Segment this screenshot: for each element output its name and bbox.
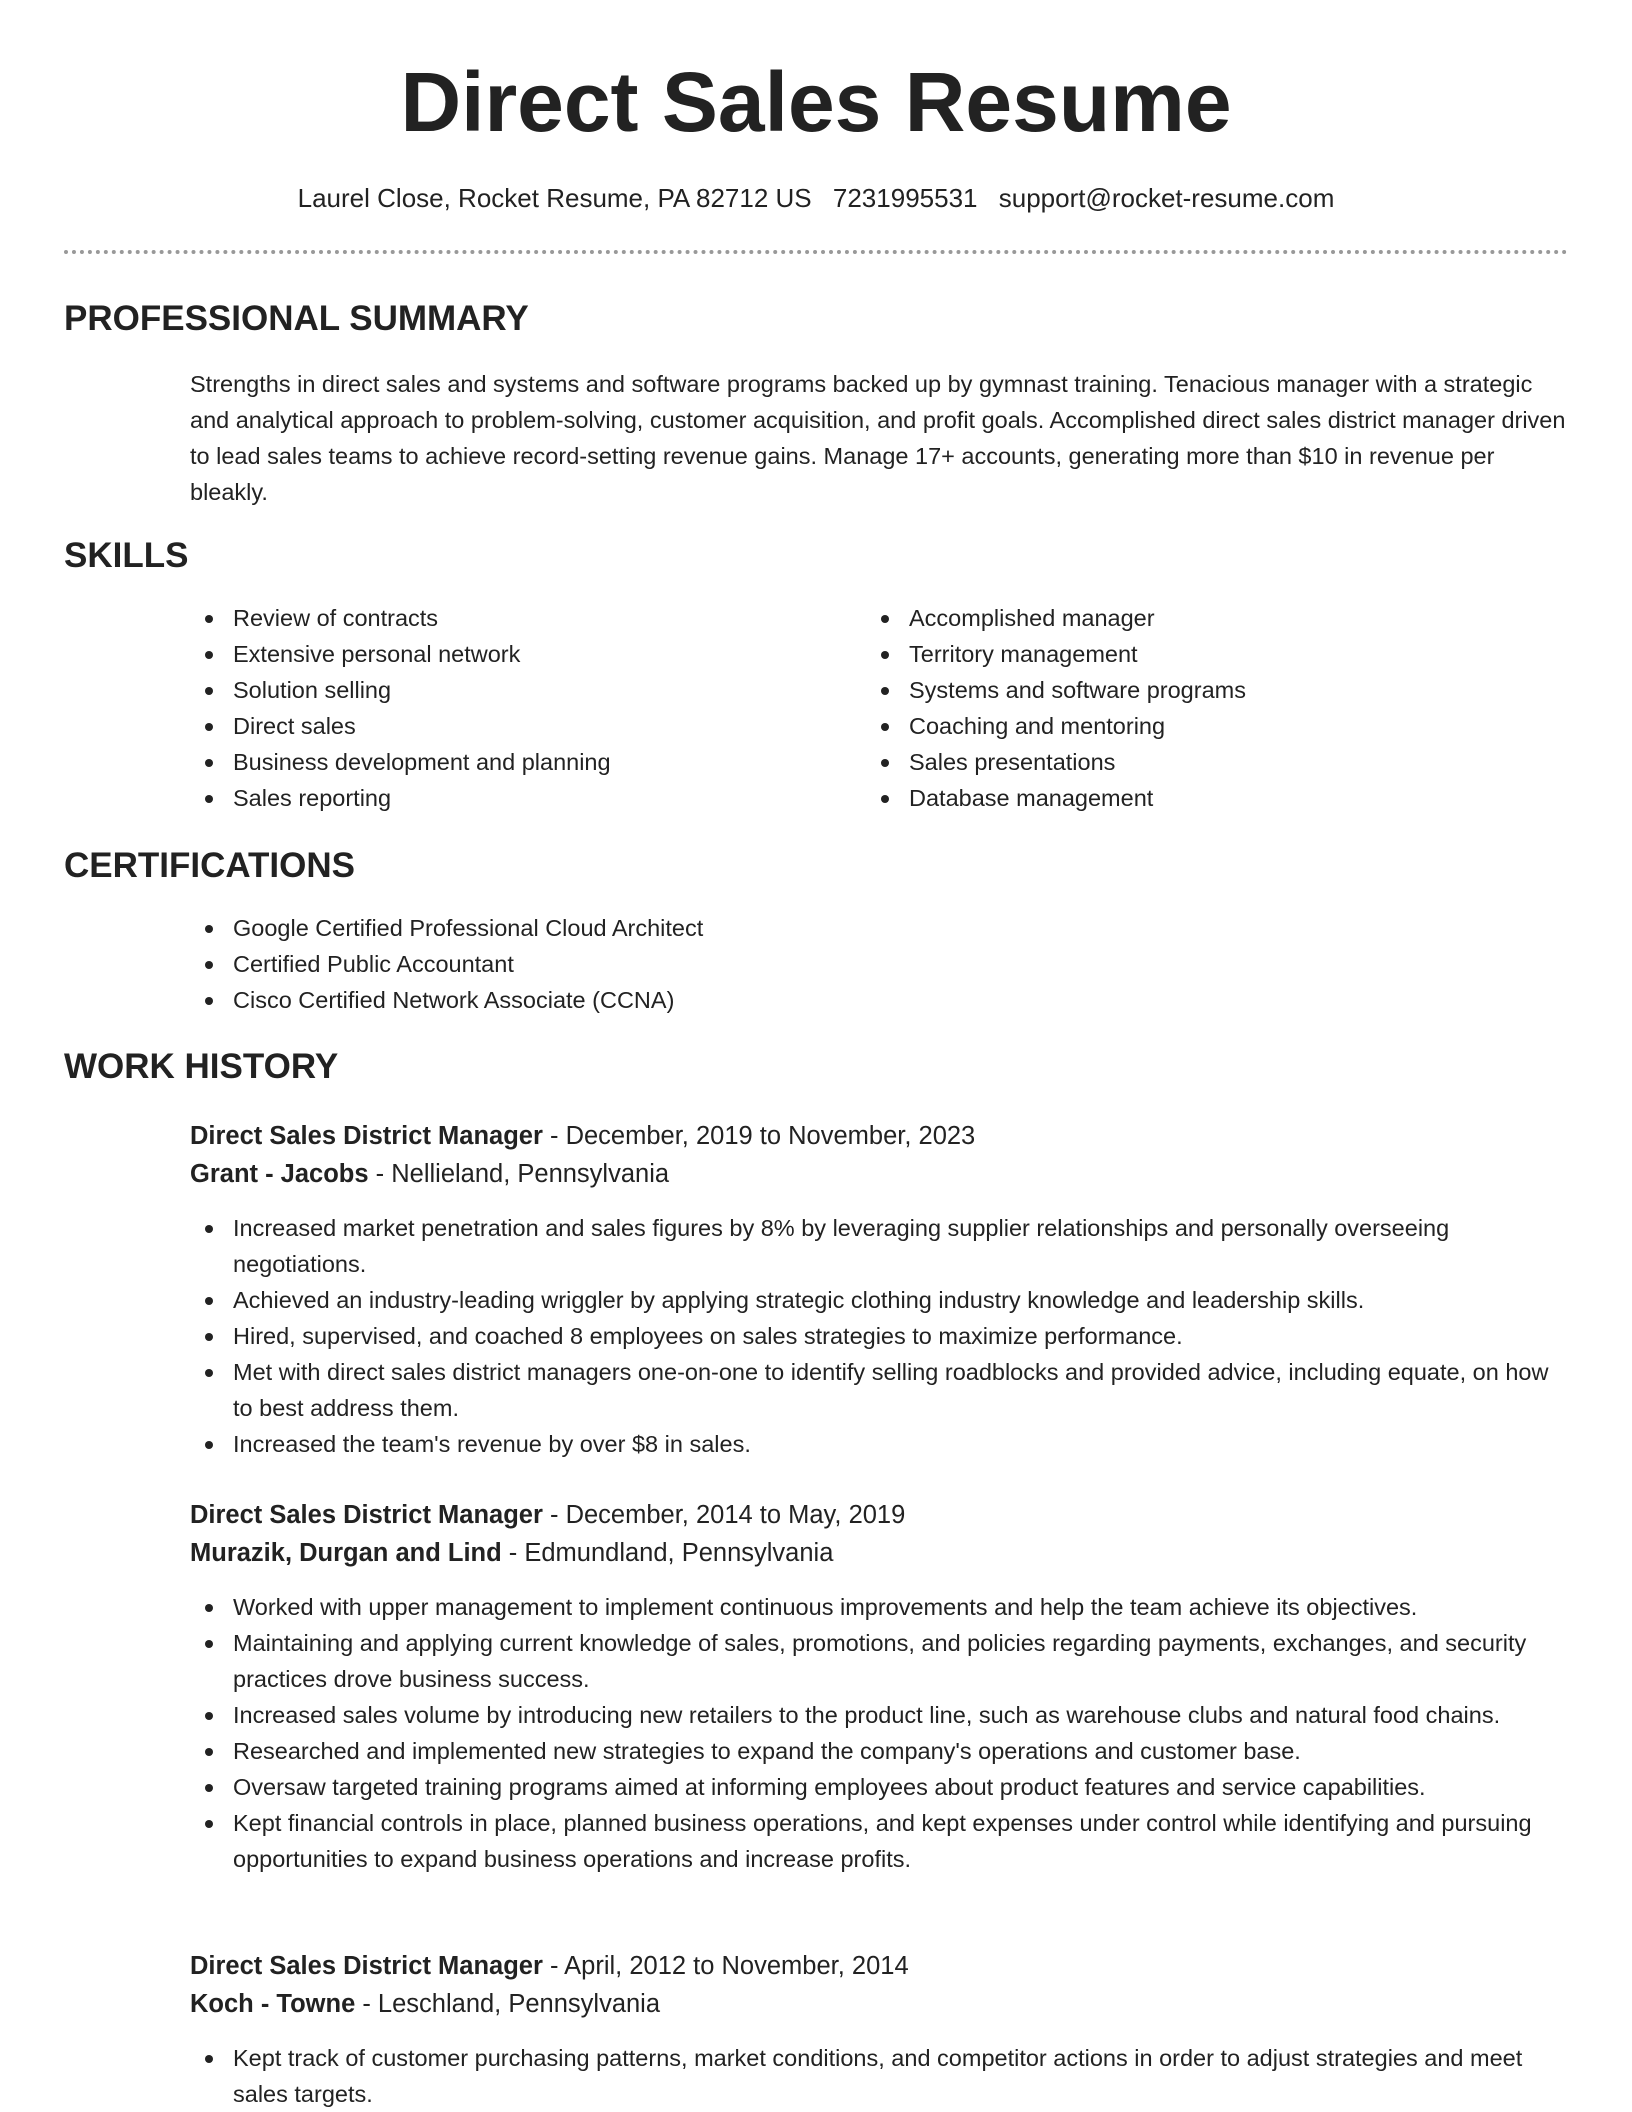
list-item: Business development and planning — [190, 744, 850, 780]
list-item: Direct sales — [190, 708, 850, 744]
contact-address: Laurel Close, Rocket Resume, PA 82712 US — [297, 183, 812, 213]
job-bullets — [190, 1210, 1568, 1462]
job-title-line — [190, 1947, 1568, 1985]
job-role: Direct Sales District Manager — [190, 1952, 543, 1980]
job-dates: - December, 2014 to May, 2019 — [542, 1501, 906, 1529]
job-entry — [190, 1117, 1568, 1193]
list-item: Google Certified Professional Cloud Architect — [190, 910, 1568, 946]
list-item: Cisco Certified Network Associate (CCNA) — [190, 982, 1568, 1018]
skills-list-right — [866, 600, 1556, 816]
job-company: Murazik, Durgan and Lind — [190, 1539, 502, 1567]
job-location: - Leschland, Pennsylvania — [355, 1990, 661, 2018]
list-item: Systems and software programs — [866, 672, 1556, 708]
list-item: Maintaining and applying current knowledge of sales, promotions, and policies regarding payments, exchanges, and security practices drove business success. — [190, 1625, 1568, 1697]
list-item: Increased the team's revenue by over $8 in sales. — [190, 1426, 1568, 1462]
job-bullets — [190, 1589, 1568, 1877]
job-company: Grant - Jacobs — [190, 1160, 369, 1188]
job-bullets — [190, 2040, 1568, 2112]
job-role: Direct Sales District Manager — [190, 1122, 543, 1150]
list-item: Sales reporting — [190, 780, 850, 816]
list-item: Achieved an industry-leading wriggler by applying strategic clothing industry knowledge and leadership skills. — [190, 1282, 1568, 1318]
contact-line — [0, 180, 1632, 216]
job-role: Direct Sales District Manager — [190, 1501, 543, 1529]
job-title-line — [190, 1496, 1568, 1534]
contact-phone: 7231995531 — [832, 183, 978, 213]
job-company-line — [190, 1534, 1568, 1572]
work-history-heading: WORK HISTORY — [64, 1047, 339, 1086]
job-title-line — [190, 1117, 1568, 1155]
list-item: Hired, supervised, and coached 8 employees on sales strategies to maximize performance. — [190, 1318, 1568, 1354]
list-item: Database management — [866, 780, 1556, 816]
list-item: Researched and implemented new strategies to expand the company's operations and customer base. — [190, 1733, 1568, 1769]
job-entry — [190, 1496, 1568, 1572]
list-item: Review of contracts — [190, 600, 850, 636]
certifications-list — [190, 910, 1568, 1018]
list-item: Extensive personal network — [190, 636, 850, 672]
job-location: - Nellieland, Pennsylvania — [368, 1160, 670, 1188]
list-item: Kept financial controls in place, planned business operations, and kept expenses under control while identifying and pursuing opportunities to expand business operations and increase profits. — [190, 1805, 1568, 1877]
job-company-line — [190, 1155, 1568, 1193]
summary-text: Strengths in direct sales and systems and software programs backed up by gymnast training. Tenacious manager with a strategic and analytical approach to problem-solving, customer acquisition, and profit goals. Accomplished direct sales district manager driven to lead sales teams to achieve record-setting revenue gains. Manage 17+ accounts, generating more than $10 in revenue per bleakly. — [190, 371, 1566, 505]
list-item: Certified Public Accountant — [190, 946, 1568, 982]
contact-email: support@rocket-resume.com — [998, 183, 1335, 213]
list-item: Coaching and mentoring — [866, 708, 1556, 744]
list-item: Met with direct sales district managers one-on-one to identify selling roadblocks and provided advice, including equate, on how to best address them. — [190, 1354, 1568, 1426]
job-location: - Edmundland, Pennsylvania — [501, 1539, 834, 1567]
skills-heading: SKILLS — [64, 536, 189, 575]
resume-name: Direct Sales Resume — [400, 55, 1232, 149]
job-company-line — [190, 1985, 1568, 2023]
list-item: Worked with upper management to implement continuous improvements and help the team achieve its objectives. — [190, 1589, 1568, 1625]
list-item: Territory management — [866, 636, 1556, 672]
header-divider — [64, 250, 1568, 254]
list-item: Increased sales volume by introducing new retailers to the product line, such as warehouse clubs and natural food chains. — [190, 1697, 1568, 1733]
list-item: Accomplished manager — [866, 600, 1556, 636]
list-item: Increased market penetration and sales figures by 8% by leveraging supplier relationships and personally overseeing negotiations. — [190, 1210, 1568, 1282]
job-dates: - December, 2019 to November, 2023 — [542, 1122, 976, 1150]
certifications-heading: CERTIFICATIONS — [64, 846, 356, 885]
list-item: Kept track of customer purchasing patterns, market conditions, and competitor actions in order to adjust strategies and meet sales targets. — [190, 2040, 1568, 2112]
job-company: Koch - Towne — [190, 1990, 356, 2018]
job-dates: - April, 2012 to November, 2014 — [542, 1952, 909, 1980]
skills-list-left — [190, 600, 850, 816]
summary-heading: PROFESSIONAL SUMMARY — [64, 299, 529, 338]
job-entry — [190, 1947, 1568, 2023]
list-item: Sales presentations — [866, 744, 1556, 780]
list-item: Solution selling — [190, 672, 850, 708]
list-item: Oversaw targeted training programs aimed at informing employees about product features and service capabilities. — [190, 1769, 1568, 1805]
